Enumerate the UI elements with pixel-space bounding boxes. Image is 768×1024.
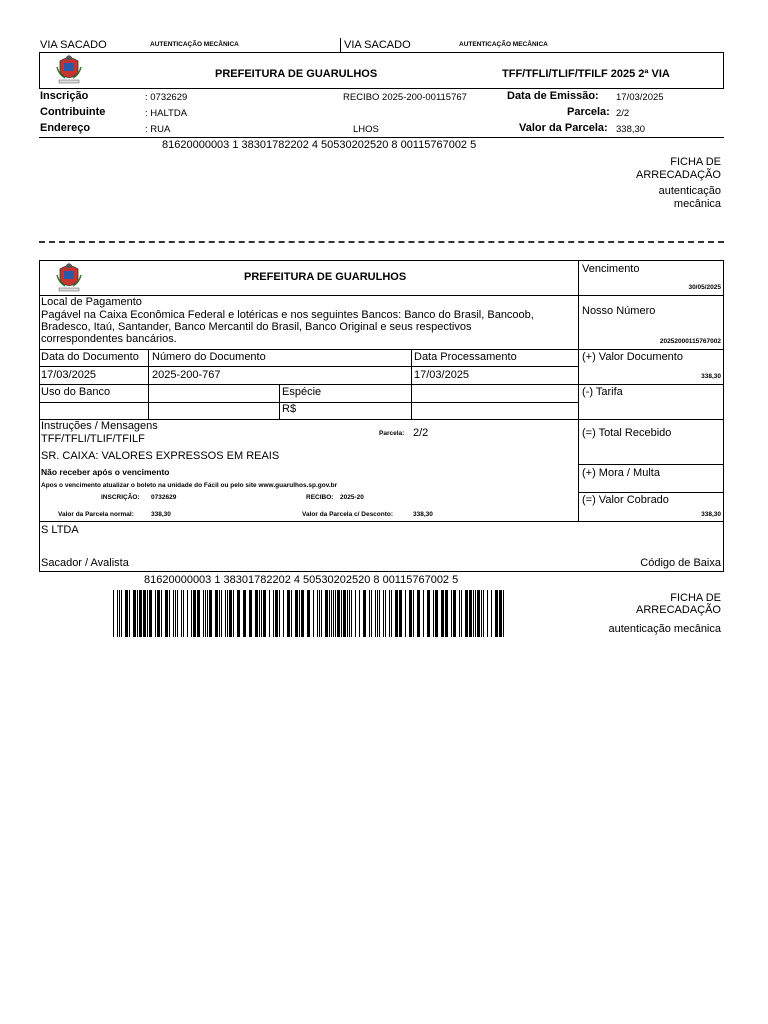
data-emissao-label: Data de Emissão: bbox=[507, 90, 599, 102]
endereco-extra: LHOS bbox=[353, 124, 379, 135]
barcode-bar bbox=[503, 590, 504, 637]
instr-inscricao-label: INSCRIÇÃO: bbox=[101, 494, 140, 501]
via-sacado-label-1: VIA SACADO bbox=[40, 39, 107, 51]
barcode-bar bbox=[473, 590, 474, 637]
barcode-bar bbox=[119, 590, 120, 637]
contribuinte-value: : HALTDA bbox=[145, 108, 188, 119]
barcode-bar bbox=[261, 590, 262, 637]
guarulhos-crest-icon bbox=[56, 55, 82, 86]
barcode-bar bbox=[227, 590, 228, 637]
slip-autenticacao: autenticação mecânica bbox=[608, 623, 721, 635]
barcode-bar bbox=[229, 590, 232, 637]
barcode-bar bbox=[331, 590, 332, 637]
top-autent-line2: mecânica bbox=[673, 198, 721, 210]
numero-documento-value: 2025-200-767 bbox=[152, 369, 221, 381]
barcode-bar bbox=[117, 590, 118, 637]
valor-cobrado-label: (=) Valor Cobrado bbox=[582, 494, 669, 506]
valor-cobrado-value: 338,30 bbox=[701, 511, 721, 518]
endereco-value: : RUA bbox=[145, 124, 171, 135]
barcode-bar bbox=[243, 590, 246, 637]
apos-vencimento-text: Apos o vencimento atualizar o boleto na unidade do Fácil ou pelo site www.guarulhos.sp.gov.br bbox=[41, 482, 338, 489]
row-line bbox=[578, 492, 724, 493]
barcode-bar bbox=[219, 590, 220, 637]
barcode-bar bbox=[329, 590, 330, 637]
barcode-bar bbox=[139, 590, 142, 637]
barcode-bar bbox=[225, 590, 226, 637]
barcode-bar bbox=[355, 590, 356, 637]
tarifa-label: (-) Tarifa bbox=[582, 386, 623, 398]
barcode-bar bbox=[335, 590, 336, 637]
barcode-bar bbox=[205, 590, 206, 637]
barcode-bar bbox=[209, 590, 212, 637]
barcode-bar bbox=[465, 590, 468, 637]
barcode-bar bbox=[197, 590, 200, 637]
instrucoes-parcela-label: Parcela: bbox=[379, 430, 405, 437]
valor-parcela-value: 338,30 bbox=[616, 124, 646, 135]
barcode-bar bbox=[477, 590, 480, 637]
slip-ficha-line2: ARRECADAÇÃO bbox=[636, 604, 721, 616]
local-pagamento-text-1: Pagável na Caixa Econômica Federal e lotéricas e nos seguintes Bancos: Banco do Brasil, Bancoob, bbox=[41, 309, 534, 321]
instr-recibo-label: RECIBO: bbox=[306, 494, 334, 501]
barcode-bar bbox=[451, 590, 452, 637]
data-documento-label: Data do Documento bbox=[41, 351, 139, 363]
row-line bbox=[39, 384, 724, 385]
vencimento-label: Vencimento bbox=[582, 263, 640, 275]
barcode-bar bbox=[487, 590, 488, 637]
barcode-bar bbox=[349, 590, 350, 637]
barcode-bar bbox=[459, 590, 460, 637]
nosso-numero-value: 20252000115767002 bbox=[659, 338, 721, 345]
barcode-bar bbox=[191, 590, 192, 637]
barcode-bar bbox=[481, 590, 482, 637]
barcode-bar bbox=[351, 590, 352, 637]
contribuinte-label: Contribuinte bbox=[40, 106, 106, 118]
barcode-bar bbox=[383, 590, 384, 637]
barcode-bar bbox=[341, 590, 342, 637]
barcode-bar bbox=[405, 590, 406, 637]
barcode-bar bbox=[399, 590, 402, 637]
barcode-bar bbox=[483, 590, 484, 637]
total-recebido-label: (=) Total Recebido bbox=[582, 427, 672, 439]
barcode-bar bbox=[433, 590, 434, 637]
especie-label: Espécie bbox=[282, 386, 322, 398]
slip-linha-digitavel: 81620000003 1 38301782202 4 50530202520 8 00115767002 5 bbox=[144, 574, 459, 586]
barcode-bar bbox=[121, 590, 122, 637]
local-pagamento-label: Local de Pagamento bbox=[41, 296, 142, 308]
barcode-bar bbox=[147, 590, 148, 637]
top-autent-line1: autenticação bbox=[658, 185, 721, 197]
barcode-bar bbox=[255, 590, 258, 637]
barcode-bar bbox=[193, 590, 196, 637]
barcode-bar bbox=[149, 590, 152, 637]
barcode-bar bbox=[313, 590, 314, 637]
barcode-bar bbox=[143, 590, 146, 637]
barcode-bar bbox=[375, 590, 376, 637]
instr-recibo-value: 2025-20 bbox=[340, 494, 364, 501]
barcode-bar bbox=[173, 590, 174, 637]
barcode-bar bbox=[291, 590, 292, 637]
guarulhos-crest-icon-2 bbox=[56, 263, 82, 294]
row-line bbox=[578, 464, 724, 465]
barcode-bar bbox=[233, 590, 234, 637]
barcode-bar bbox=[283, 590, 284, 637]
recibo-number: RECIBO 2025-200-00115767 bbox=[343, 92, 467, 103]
barcode-bar bbox=[495, 590, 498, 637]
barcode-bar bbox=[279, 590, 280, 637]
barcode-bar bbox=[273, 590, 274, 637]
barcode-bar bbox=[207, 590, 208, 637]
local-pagamento-text-3: correspondentes bancários. bbox=[41, 333, 177, 345]
barcode-bar bbox=[181, 590, 182, 637]
barcode-bar bbox=[175, 590, 176, 637]
barcode-bar bbox=[377, 590, 378, 637]
instrucoes-tax: TFF/TFLI/TLIF/TFILF bbox=[41, 433, 145, 445]
barcode-bar bbox=[157, 590, 160, 637]
barcode-bar bbox=[423, 590, 424, 637]
barcode-bar bbox=[427, 590, 430, 637]
barcode-bar bbox=[359, 590, 360, 637]
valor-parcela-normal-label: Valor da Parcela normal: bbox=[58, 511, 134, 518]
barcode-bar bbox=[249, 590, 252, 637]
valor-parcela-normal-value: 338,30 bbox=[151, 511, 171, 518]
valor-documento-value: 338,30 bbox=[701, 373, 721, 380]
barcode-bar bbox=[333, 590, 334, 637]
nao-receber-text: Não receber após o vencimento bbox=[41, 467, 170, 477]
barcode-bar bbox=[343, 590, 346, 637]
barcode-bar bbox=[337, 590, 340, 637]
barcode-bar bbox=[491, 590, 492, 637]
barcode-bar bbox=[301, 590, 304, 637]
parcela-label: Parcela: bbox=[567, 106, 610, 118]
codigo-baixa-label: Código de Baixa bbox=[640, 557, 721, 569]
row-line bbox=[39, 366, 578, 367]
inscricao-label: Inscrição bbox=[40, 90, 89, 102]
barcode-bar bbox=[445, 590, 448, 637]
vencimento-value: 30/05/2025 bbox=[688, 284, 721, 291]
valor-parcela-label: Valor da Parcela: bbox=[519, 122, 608, 134]
parcela-value: 2/2 bbox=[616, 108, 630, 119]
sr-caixa-text: SR. CAIXA: VALORES EXPRESSOS EM REAIS bbox=[41, 450, 280, 462]
barcode-bar bbox=[499, 590, 502, 637]
barcode-bar bbox=[165, 590, 168, 637]
barcode-bar bbox=[385, 590, 386, 637]
barcode-bar bbox=[363, 590, 366, 637]
barcode-image bbox=[113, 590, 505, 637]
instrucoes-label: Instruções / Mensagens bbox=[41, 420, 158, 432]
barcode-bar bbox=[413, 590, 414, 637]
barcode-bar bbox=[325, 590, 328, 637]
autenticacao-label-2: AUTENTICAÇÃO MECÂNICA bbox=[459, 41, 548, 48]
barcode-bar bbox=[177, 590, 178, 637]
barcode-bar bbox=[461, 590, 462, 637]
sacador-avalista-label: Sacador / Avalista bbox=[41, 557, 129, 569]
barcode-bar bbox=[275, 590, 278, 637]
barcode-bar bbox=[269, 590, 270, 637]
barcode-bar bbox=[475, 590, 476, 637]
barcode-bar bbox=[295, 590, 298, 637]
barcode-bar bbox=[259, 590, 260, 637]
barcode-bar bbox=[215, 590, 218, 637]
barcode-bar bbox=[369, 590, 370, 637]
barcode-bar bbox=[371, 590, 372, 637]
row-line bbox=[39, 402, 578, 403]
barcode-bar bbox=[379, 590, 380, 637]
nosso-numero-label: Nosso Número bbox=[582, 305, 656, 317]
uso-banco-label: Uso do Banco bbox=[41, 386, 111, 398]
barcode-bar bbox=[453, 590, 456, 637]
header-tax-title: TFF/TFLI/TLIF/TFILF 2025 2ª VIA bbox=[502, 68, 670, 80]
barcode-bar bbox=[133, 590, 136, 637]
data-emissao-value: 17/03/2025 bbox=[616, 92, 664, 103]
data-processamento-value: 17/03/2025 bbox=[414, 369, 470, 381]
endereco-label: Endereço bbox=[40, 122, 91, 134]
barcode-bar bbox=[187, 590, 188, 637]
barcode-bar bbox=[435, 590, 438, 637]
barcode-bar bbox=[183, 590, 184, 637]
mora-multa-label: (+) Mora / Multa bbox=[582, 467, 660, 479]
valor-parcela-desconto-label: Valor da Parcela c/ Desconto: bbox=[302, 511, 394, 518]
barcode-bar bbox=[161, 590, 162, 637]
row-line bbox=[39, 349, 724, 350]
instr-inscricao-value: 0732629 bbox=[151, 494, 177, 501]
row-line bbox=[39, 521, 724, 522]
top-linha-digitavel: 81620000003 1 38301782202 4 50530202520 8 00115767002 5 bbox=[162, 139, 477, 151]
barcode-bar bbox=[307, 590, 310, 637]
top-ficha-line2: ARRECADAÇÃO bbox=[636, 169, 721, 181]
local-pagamento-text-2: Bradesco, Itaú, Santander, Banco Mercantil do Brasil, Banco Original e seus respectivos bbox=[41, 321, 472, 333]
barcode-bar bbox=[299, 590, 300, 637]
sacado-name: S LTDA bbox=[41, 524, 79, 536]
barcode-bar bbox=[321, 590, 322, 637]
top-ficha-line1: FICHA DE bbox=[670, 156, 721, 168]
barcode-bar bbox=[169, 590, 170, 637]
barcode-bar bbox=[391, 590, 392, 637]
barcode-bar bbox=[125, 590, 128, 637]
barcode-bar bbox=[155, 590, 156, 637]
top-separator bbox=[39, 137, 724, 138]
barcode-bar bbox=[409, 590, 412, 637]
barcode-bar bbox=[319, 590, 320, 637]
barcode-bar bbox=[417, 590, 420, 637]
barcode-bar bbox=[129, 590, 130, 637]
barcode-bar bbox=[237, 590, 240, 637]
via-sacado-label-2: VIA SACADO bbox=[344, 39, 411, 51]
numero-documento-label: Número do Documento bbox=[152, 351, 266, 363]
barcode-bar bbox=[441, 590, 444, 637]
data-documento-value: 17/03/2025 bbox=[41, 369, 97, 381]
barcode-bar bbox=[287, 590, 290, 637]
inscricao-value: : 0732629 bbox=[145, 92, 188, 103]
valor-documento-label: (+) Valor Documento bbox=[582, 351, 683, 363]
slip-prefeitura: PREFEITURA DE GUARULHOS bbox=[244, 271, 407, 283]
slip-right-column-divider bbox=[578, 260, 579, 521]
barcode-bar bbox=[317, 590, 318, 637]
barcode-bar bbox=[389, 590, 390, 637]
autenticacao-label-1: AUTENTICAÇÃO MECÂNICA bbox=[150, 41, 239, 48]
barcode-bar bbox=[395, 590, 398, 637]
slip-ficha-line1: FICHA DE bbox=[670, 592, 721, 604]
barcode-bar bbox=[263, 590, 266, 637]
via-divider bbox=[340, 38, 341, 52]
instrucoes-parcela-value: 2/2 bbox=[413, 427, 429, 439]
barcode-bar bbox=[347, 590, 348, 637]
especie-value: R$ bbox=[282, 403, 297, 415]
valor-parcela-desconto-value: 338,30 bbox=[413, 511, 433, 518]
cut-line bbox=[39, 241, 724, 243]
barcode-bar bbox=[469, 590, 472, 637]
barcode-bar bbox=[203, 590, 204, 637]
barcode-bar bbox=[221, 590, 222, 637]
header-prefeitura: PREFEITURA DE GUARULHOS bbox=[215, 68, 378, 80]
barcode-bar bbox=[137, 590, 138, 637]
barcode-bar bbox=[113, 590, 114, 637]
data-processamento-label: Data Processamento bbox=[414, 351, 517, 363]
